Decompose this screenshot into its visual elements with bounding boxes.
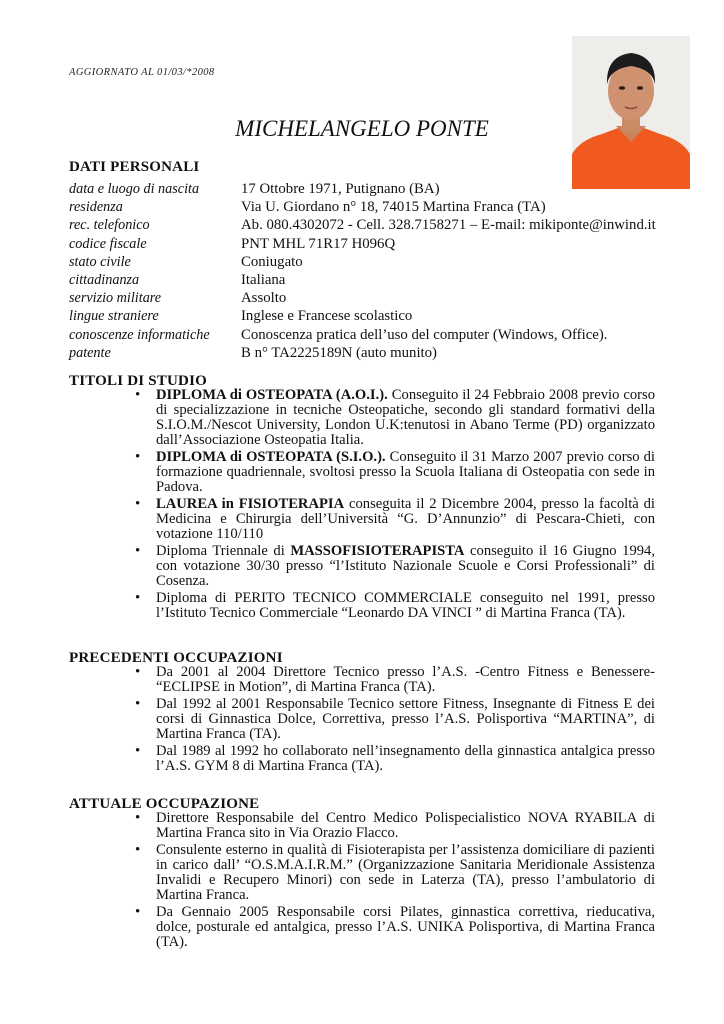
info-label: stato civile [69, 253, 131, 270]
portrait-photo [572, 36, 690, 189]
info-label: conoscenze informatiche [69, 326, 210, 343]
previous-jobs-list [135, 665, 655, 776]
info-row [69, 180, 689, 198]
list-item: • Direttore Responsabile del Centro Medico Polispecialistico NOVA RYABILA di Martina Franca sito in Via Orazio Flacco. [135, 811, 655, 841]
current-jobs-list [135, 811, 655, 952]
list-item [135, 388, 655, 448]
info-label: servizio militare [69, 290, 162, 307]
candidate-name: MICHELANGELO PONTE [235, 116, 489, 141]
info-row [69, 289, 689, 307]
info-value: Conoscenza pratica dell’uso del computer (Windows, Office). [241, 326, 608, 343]
item-degree: DIPLOMA di OSTEOPATA (A.O.I.). [156, 387, 388, 403]
updated-date: AGGIORNATO AL 01/03/*2008 [69, 67, 215, 78]
info-label: patente [69, 344, 111, 361]
list-item: • Da Gennaio 2005 Responsabile corsi Pilates, ginnastica correttiva, rieducativa, dolce, posturale ed antalgica, presso l’A.S. UNIKA Polisportiva, di Martina Franca (TA). [135, 905, 655, 950]
list-item [135, 450, 655, 495]
section-title-education: TITOLI DI STUDIO [69, 373, 207, 389]
info-value: Via U. Giordano n° 18, 74015 Martina Franca (TA) [241, 199, 546, 216]
info-row [69, 307, 689, 325]
list-item: • Da 2001 al 2004 Direttore Tecnico presso l’A.S. -Centro Fitness e Benessere- “ECLIPSE in Motion”, di Martina Franca (TA). [135, 665, 655, 695]
info-value: Ab. 080.4302072 - Cell. 328.7158271 – E-mail: mikiponte@inwind.it [241, 217, 656, 234]
info-row [69, 326, 689, 344]
list-item: • Dal 1992 al 2001 Responsabile Tecnico settore Fitness, Insegnante di Fitness E dei corsi di Ginnastica Dolce, Correttiva, presso l’A.S. Polisportiva “MARTINA”, di Martina Franca (TA). [135, 697, 655, 742]
info-label: lingue straniere [69, 308, 159, 325]
info-row [69, 235, 689, 253]
item-text: conseguita il 2 Dicembre 2004, presso la facoltà di Medicina e Chirurgia dell’Università “G. D’Annunzio” di Pescara-Chieti, con votazione 110/110 [156, 496, 655, 542]
item-text: Diploma di PERITO TECNICO COMMERCIALE conseguito nel 1991, presso l’Istituto Tecnico Commerciale “Leonardo DA VINCI ” di Martina Franca (TA). [156, 590, 655, 621]
info-row [69, 344, 689, 362]
info-label: rec. telefonico [69, 217, 150, 234]
item-text: Conseguito il 31 Marzo 2007 previo corso di formazione quadriennale, svoltosi presso la Scuola Italiana di Osteopatia con sede in Padova. [156, 449, 655, 495]
list-item [135, 497, 655, 542]
info-label: cittadinanza [69, 271, 140, 288]
item-degree: DIPLOMA di OSTEOPATA (S.I.O.). [156, 449, 386, 465]
info-row [69, 216, 689, 234]
info-value: Inglese e Francese scolastico [241, 308, 413, 325]
portrait-icon [572, 36, 690, 189]
item-degree: LAUREA in FISIOTERAPIA [156, 496, 345, 512]
list-item: • Consulente esterno in qualità di Fisioterapista per l’assistenza domiciliare di pazienti in carico dall’ “O.S.M.A.I.R.M.” (Organizzazione Sanitaria Meridionale Assistenza Invalidi e Recupero Minori) con sede in Laterza (TA), presso l’ambulatorio di Martina Franca. [135, 843, 655, 903]
info-value: Coniugato [241, 253, 303, 270]
section-title-previous: PRECEDENTI OCCUPAZIONI [69, 650, 283, 666]
list-item [135, 591, 655, 621]
info-value: 17 Ottobre 1971, Putignano (BA) [241, 181, 440, 197]
info-label: data e luogo di nascita [69, 181, 200, 197]
info-label: residenza [69, 199, 123, 216]
info-value: B n° TA2225189N (auto munito) [241, 344, 437, 361]
section-title-current: ATTUALE OCCUPAZIONE [69, 796, 260, 812]
personal-data-table [69, 180, 689, 362]
education-list [135, 388, 655, 623]
info-row [69, 253, 689, 271]
item-text: Conseguito il 24 Febbraio 2008 previo corso di specializzazione in tecniche Osteopatiche, secondo gli standard formativi della S.I.O.M./Nescot University, London U.K:tenutosi in Abano Terme (PD) organizzato dall’Associazione Osteopatia Italia. [156, 387, 656, 448]
info-row [69, 271, 689, 289]
list-item [135, 544, 655, 589]
section-title-personal: DATI PERSONALI [69, 159, 200, 175]
info-value: Assolto [241, 290, 287, 307]
item-text: conseguito il 16 Giugno 1994, con votazione 30/30 presso “l’Istituto Nazionale Scuole e Corsi Professionali” di Cosenza. [156, 543, 655, 589]
info-row [69, 198, 689, 216]
info-value: Italiana [241, 271, 286, 288]
list-item: • Dal 1989 al 1992 ho collaborato nell’insegnamento della ginnastica antalgica presso l’A.S. GYM 8 di Martina Franca (TA). [135, 744, 655, 774]
item-degree: MASSOFISIOTERAPISTA [290, 543, 465, 559]
item-text: Diploma Triennale di [156, 543, 291, 559]
info-value: PNT MHL 71R17 H096Q [241, 235, 396, 252]
info-label: codice fiscale [69, 235, 147, 252]
